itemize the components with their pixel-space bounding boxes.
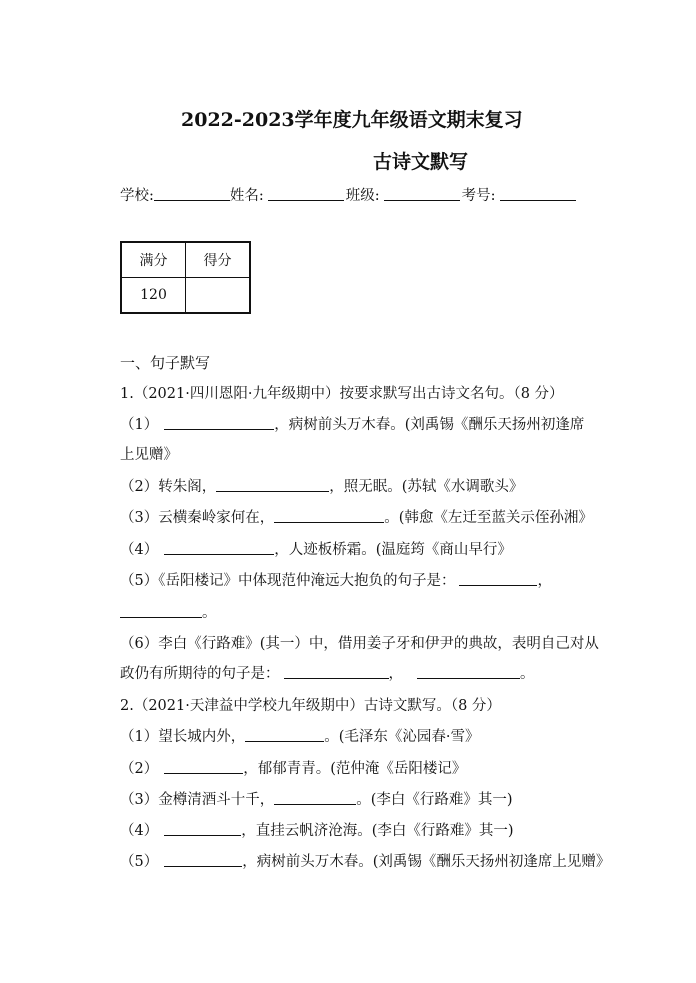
name-blank[interactable] [268,186,344,201]
class-label: 班级: [345,188,380,204]
section-heading: 一、句子默写 [120,354,211,372]
document-subtitle: 古诗文默写 [373,151,469,173]
name-label: 姓名: [229,188,264,204]
score-value-cell[interactable] [186,278,251,314]
q2-item-1-prefix: （1）望长城内外， [120,729,246,745]
q2-item-2-blank[interactable] [164,759,243,774]
q1-item-5 [120,571,552,591]
q2-item-4-prefix: （4） [120,823,159,839]
q2-item-2-prefix: （2） [120,761,159,777]
exam-no-label: 考号: [461,188,496,204]
q2-item-3 [120,790,513,810]
q1-item-3-blank[interactable] [274,508,384,523]
q1-item-6-comma: ， [388,666,403,682]
class-blank[interactable] [384,186,460,201]
q2-item-2 [120,759,466,779]
q1-item-5-prefix: （5）《岳阳楼记》中体现范仲淹远大抱负的句子是： [120,573,456,589]
score-table [120,241,251,314]
q2-item-4-blank[interactable] [164,821,241,836]
q2-item-1-text: 。(毛泽东《沁园春·雪》 [324,729,480,745]
q1-item-5-blank-1[interactable] [459,571,537,586]
q1-item-5-end: 。 [202,605,217,621]
q1-item-6-end: 。 [520,666,535,682]
q2-item-1-blank[interactable] [245,727,324,742]
q1-item-1-text: ，病树前头万木春。(刘禹锡《酬乐天扬州初逢席 [274,417,585,433]
score-header-full: 满分 [121,242,186,278]
q2-item-3-prefix: （3）金樽清酒斗十千， [120,792,275,808]
q1-item-5-comma: ， [537,573,552,589]
q2-item-5-text: ，病树前头万木春。(刘禹锡《酬乐天扬州初逢席上见赠》 [242,854,611,870]
q1-item-6: （6）李白《行路难》(其一）中，借用姜子牙和伊尹的典故，表明自己对从 [120,636,599,652]
school-label: 学校: [120,188,154,204]
q1-item-1-prefix: （1） [120,417,159,433]
q1-item-4-text: ，人迹板桥霜。(温庭筠《商山早行》 [274,542,512,558]
q1-item-5-blank-2[interactable] [120,603,202,618]
q2-item-5 [120,852,610,872]
q1-item-6-prefix: 政仍有所期待的句子是： [120,666,280,682]
q1-item-2-blank[interactable] [216,477,329,492]
q2-item-2-text: ，郁郁青青。(范仲淹《岳阳楼记》 [243,761,467,777]
q1-item-2-prefix: （2）转朱阁， [120,479,217,495]
q2-item-1 [120,727,480,747]
q2-item-3-blank[interactable] [274,790,356,805]
school-blank[interactable] [154,186,230,201]
q2-item-4 [120,821,514,841]
q1-item-4-prefix: （4） [120,542,159,558]
full-score-value: 120 [121,278,186,314]
q1-item-6-blank-2[interactable] [417,664,520,679]
q1-item-1 [120,415,584,435]
q1-stem: 1.（2021·四川恩阳·九年级期中）按要求默写出古诗文名句。（8 分） [120,386,564,402]
q1-item-1-blank[interactable] [164,415,274,430]
q2-item-4-text: ，直挂云帆济沧海。(李白《行路难》其一) [241,823,514,839]
student-info-row [120,186,576,206]
q2-item-5-blank[interactable] [164,852,242,867]
q1-item-4 [120,540,512,560]
q1-item-6-cont [120,664,535,684]
q1-item-2 [120,477,523,497]
q1-item-2-text: ，照无眠。(苏轼《水调歌头》 [329,479,524,495]
document-title: 2022-2023学年度九年级语文期末复习 [181,109,523,131]
exam-no-blank[interactable] [500,186,576,201]
q1-item-3-text: 。(韩愈《左迁至蓝关示侄孙湘》 [384,510,593,526]
q2-item-5-prefix: （5） [120,854,159,870]
q1-item-6-blank-1[interactable] [284,664,389,679]
q1-item-3-prefix: （3）云横秦岭家何在， [120,510,275,526]
q1-item-4-blank[interactable] [164,540,274,555]
q2-item-3-text: 。(李白《行路难》其一) [356,792,513,808]
q2-stem: 2.（2021·天津益中学校九年级期中）古诗文默写。（8 分） [120,698,501,714]
q1-item-5-cont [120,603,217,623]
q1-item-3 [120,508,593,528]
q1-item-1-cont: 上见赠》 [120,447,178,463]
score-header-score: 得分 [186,242,251,278]
